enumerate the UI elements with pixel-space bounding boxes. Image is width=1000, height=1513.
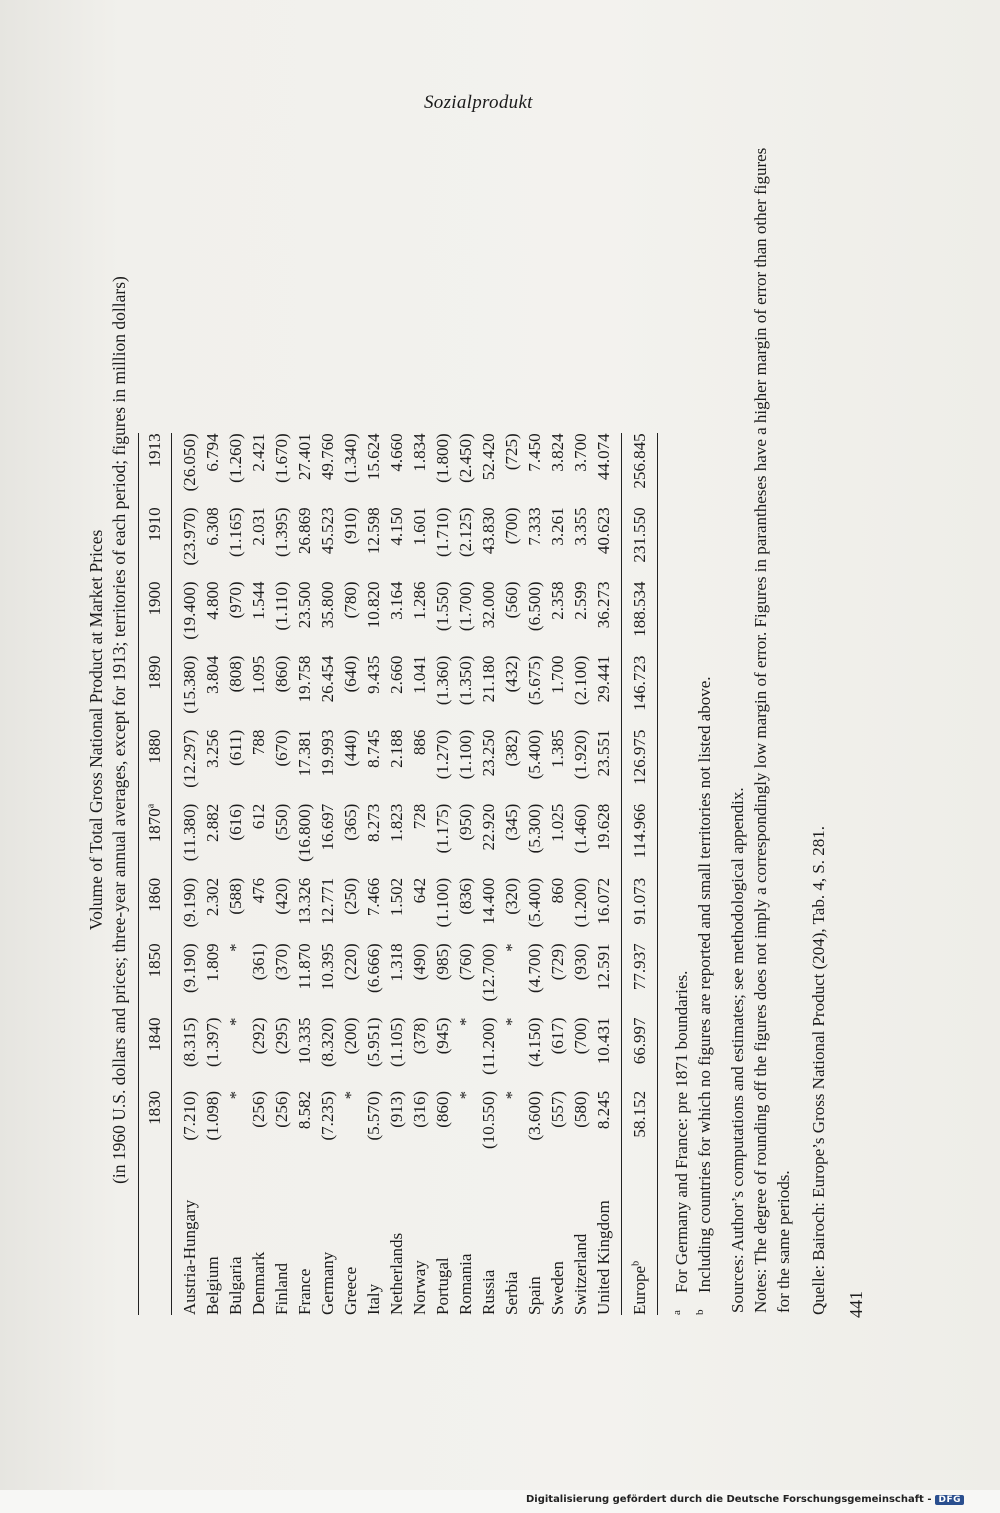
value-cell: (760) [456, 943, 475, 981]
value-cell: (1.110) [272, 581, 291, 631]
value-cell: (370) [272, 943, 291, 981]
value-cell: 12.591 [594, 943, 613, 991]
dfg-logo: DFG [935, 1495, 964, 1505]
value-cell: (588) [226, 877, 245, 915]
value-cell: 1.823 [387, 803, 406, 842]
value-cell: (1.105) [387, 1017, 406, 1068]
total-cell: 91.073 [630, 877, 649, 925]
table-row [385, 433, 408, 1315]
country-header [139, 1165, 172, 1315]
value-cell: (5.570) [364, 1090, 383, 1141]
value-cell: 3.824 [548, 433, 567, 472]
value-cell: (2.125) [456, 507, 475, 557]
value-cell: (256) [272, 1090, 291, 1128]
table-row [316, 433, 339, 1315]
value-cell: * [456, 1090, 475, 1100]
table-row [546, 433, 569, 1315]
value-cell: (16.800) [295, 803, 314, 862]
value-cell: (930) [571, 943, 590, 981]
value-cell: 1.544 [249, 581, 268, 620]
value-cell: (382) [502, 729, 521, 767]
value-cell: 16.072 [594, 877, 613, 925]
value-cell: (26.050) [180, 433, 199, 492]
value-cell: 8.582 [295, 1090, 314, 1130]
table-row [500, 433, 523, 1315]
value-cell: (12.297) [180, 729, 199, 788]
value-cell: (1.920) [571, 729, 590, 780]
value-cell: (910) [341, 507, 360, 545]
value-cell: (1.360) [433, 655, 452, 706]
value-cell: (320) [502, 877, 521, 915]
value-cell: 2.358 [548, 581, 567, 620]
value-cell: (345) [502, 803, 521, 841]
value-cell: 12.771 [318, 877, 337, 925]
country-cell: Spain [525, 1276, 544, 1315]
country-cell: Belgium [203, 1256, 222, 1315]
value-cell: (420) [272, 877, 291, 915]
footnote-text: Including countries for which no figures are reported and small territories not listed above. [695, 676, 714, 1293]
table-header-row [139, 433, 172, 1315]
value-cell: * [502, 943, 521, 952]
value-cell: 1.095 [249, 655, 268, 694]
value-cell: (729) [548, 943, 567, 981]
value-cell: (670) [272, 729, 291, 767]
total-cell: 256.845 [630, 433, 649, 489]
value-cell: 11.870 [295, 943, 314, 990]
value-cell: 788 [249, 729, 268, 756]
dfg-footer-text: Digitalisierung gefördert durch die Deutsche Forschungsgemeinschaft - [525, 1494, 932, 1505]
value-cell: 22.920 [479, 803, 498, 851]
value-cell: (780) [341, 581, 360, 619]
footnote-text: For Germany and France: pre 1871 boundaries. [672, 970, 691, 1293]
value-cell: (6.666) [364, 943, 383, 993]
value-cell: (5.400) [525, 877, 544, 928]
table-row [247, 433, 270, 1315]
value-cell: (945) [433, 1017, 452, 1055]
country-cell: Denmark [249, 1251, 268, 1315]
value-cell: 23.250 [479, 729, 498, 777]
value-cell: (1.350) [456, 655, 475, 706]
value-cell: 1.318 [387, 943, 406, 982]
value-cell: 8.245 [594, 1090, 613, 1130]
value-cell: 642 [410, 877, 429, 904]
value-cell: 4.150 [387, 507, 406, 546]
value-cell: 8.273 [364, 803, 383, 842]
value-cell: (23.970) [180, 507, 199, 566]
table-row [293, 433, 316, 1315]
value-cell: (550) [272, 803, 291, 841]
value-cell: (1.175) [433, 803, 452, 854]
value-cell: 15.624 [364, 433, 383, 481]
table-subtitle: (in 1960 U.S. dollars and prices; three-year annual averages, except for 1913; territories of each period; figures in million dollars) [109, 276, 129, 1184]
value-cell: (292) [249, 1017, 268, 1055]
value-cell: (15.380) [180, 655, 199, 714]
value-cell: 3.261 [548, 507, 567, 546]
notes-paragraph: Notes: The degree of rounding off the figures does not imply a correspondingly low margin of error. Figures in parantheses have a higher margin of error than other figures for the same periods. [751, 147, 793, 1313]
footnote [693, 145, 716, 1315]
table-row [592, 433, 622, 1315]
value-cell: 16.697 [318, 803, 337, 851]
value-cell: (836) [456, 877, 475, 915]
value-cell: (560) [502, 581, 521, 619]
year-header: 1913 [145, 433, 164, 468]
table-total-row [622, 433, 658, 1315]
value-cell: 1.041 [410, 655, 429, 694]
dfg-footer [526, 1494, 964, 1505]
country-cell: Greece [341, 1266, 360, 1315]
value-cell: (1.165) [226, 507, 245, 557]
value-cell: (5.400) [525, 729, 544, 780]
value-cell: (9.190) [180, 877, 199, 928]
table-row [270, 433, 293, 1315]
value-cell: (5.300) [525, 803, 544, 854]
page-number: 441 [846, 1291, 866, 1318]
value-cell: (970) [226, 581, 245, 619]
value-cell: 6.794 [203, 433, 222, 472]
value-cell: (1.800) [433, 433, 452, 483]
value-cell: 19.628 [594, 803, 613, 851]
country-cell: Finland [272, 1263, 291, 1315]
total-cell: 58.152 [630, 1090, 649, 1138]
value-cell: (1.270) [433, 729, 452, 780]
value-cell: (1.395) [272, 507, 291, 557]
value-cell: 2.302 [203, 877, 222, 917]
value-cell: 4.660 [387, 433, 406, 472]
value-cell: 3.164 [387, 581, 406, 620]
table-row [172, 433, 202, 1315]
country-cell: United Kingdom [594, 1200, 613, 1315]
year-header: 1900 [145, 581, 164, 616]
table-row [362, 433, 385, 1315]
value-cell: * [341, 1090, 360, 1100]
value-cell: (7.235) [318, 1090, 337, 1141]
value-cell: 14.400 [479, 877, 498, 925]
country-cell: France [295, 1268, 314, 1315]
value-cell: 1.809 [203, 943, 222, 982]
country-cell: Russia [479, 1269, 498, 1315]
table-row [477, 433, 500, 1315]
value-cell: (2.100) [571, 655, 590, 706]
value-cell: (11.200) [479, 1017, 498, 1075]
country-cell: Austria-Hungary [180, 1199, 199, 1315]
total-cell: 66.997 [630, 1017, 649, 1065]
year-header-1870 [139, 804, 172, 878]
country-cell: Switzerland [571, 1233, 590, 1315]
rotated-table-block [85, 145, 905, 1315]
value-cell: 10.395 [318, 943, 337, 991]
value-cell: 35.800 [318, 581, 337, 629]
value-cell: (860) [433, 1090, 452, 1128]
value-cell: 10.335 [295, 1017, 314, 1065]
total-label [622, 1165, 658, 1315]
value-cell: 6.308 [203, 507, 222, 546]
country-cell: Romania [456, 1253, 475, 1315]
value-cell: 10.431 [594, 1017, 613, 1065]
year-header: 1890 [145, 655, 164, 690]
value-cell: (200) [341, 1017, 360, 1055]
value-cell: (1.700) [456, 581, 475, 632]
value-cell: 2.599 [571, 581, 590, 620]
value-cell: 886 [410, 729, 429, 756]
value-cell: (4.150) [525, 1017, 544, 1068]
value-cell: 3.700 [571, 433, 590, 472]
value-cell: (7.210) [180, 1090, 199, 1141]
table-row [339, 433, 362, 1315]
country-cell: Serbia [502, 1271, 521, 1315]
value-cell: (950) [456, 803, 475, 841]
value-cell: (256) [249, 1090, 268, 1128]
footnote-marker: a [671, 1310, 683, 1315]
country-cell: Norway [410, 1260, 429, 1315]
value-cell: 1.385 [548, 729, 567, 768]
total-country: Europe [630, 1265, 649, 1315]
year-header: 1910 [145, 507, 164, 542]
table-row [454, 433, 477, 1315]
value-cell: (2.450) [456, 433, 475, 483]
value-cell: (12.700) [479, 943, 498, 1002]
value-cell: 3.256 [203, 729, 222, 768]
value-cell: * [502, 1017, 521, 1026]
value-cell: 2.882 [203, 803, 222, 842]
total-cell: 188.534 [630, 581, 649, 637]
table-row [408, 433, 431, 1315]
sources-note: Sources: Author’s computations and estimates; see methodological appendix. [728, 787, 747, 1313]
value-cell: 860 [548, 877, 567, 904]
value-cell: 27.401 [295, 433, 314, 481]
total-cell: 114.966 [630, 803, 649, 859]
value-cell: 9.435 [364, 655, 383, 694]
value-cell: 2.660 [387, 655, 406, 694]
table-row [224, 433, 247, 1315]
value-cell: (1.670) [272, 433, 291, 483]
value-cell: (11.380) [180, 803, 199, 862]
value-cell: (8.315) [180, 1017, 199, 1068]
value-cell: 13.326 [295, 877, 314, 925]
value-cell: (860) [272, 655, 291, 693]
value-cell: 476 [249, 877, 268, 904]
total-cell: 77.937 [630, 943, 649, 991]
value-cell: (490) [410, 943, 429, 981]
value-cell: (6.500) [525, 581, 544, 632]
value-cell: 19.758 [295, 655, 314, 703]
value-cell: 1.700 [548, 655, 567, 694]
value-cell: 52.420 [479, 433, 498, 481]
value-cell: 19.993 [318, 729, 337, 777]
year-header: 1860 [145, 877, 164, 912]
value-cell: (985) [433, 943, 452, 981]
value-cell: 612 [249, 803, 268, 830]
country-cell: Portugal [433, 1257, 452, 1315]
value-cell: 3.804 [203, 655, 222, 694]
value-cell: (440) [341, 729, 360, 767]
value-cell: 44.074 [594, 433, 613, 481]
value-cell: 2.188 [387, 729, 406, 768]
total-cell: 146.723 [630, 655, 649, 711]
year-header: 1830 [145, 1090, 164, 1125]
value-cell: (19.400) [180, 581, 199, 640]
value-cell: (220) [341, 943, 360, 981]
value-cell: 3.355 [571, 507, 590, 546]
total-cell: 126.975 [630, 729, 649, 785]
value-cell: 23.500 [295, 581, 314, 629]
footnotes [670, 145, 716, 1315]
gnp-table [138, 433, 658, 1315]
value-cell: 43.830 [479, 507, 498, 555]
year-header: 1880 [145, 729, 164, 764]
value-cell: * [226, 1017, 245, 1026]
table-row [569, 433, 592, 1315]
value-cell: (10.550) [479, 1090, 498, 1149]
value-cell: (580) [571, 1090, 590, 1128]
value-cell: (9.190) [180, 943, 199, 993]
value-cell: 7.333 [525, 507, 544, 546]
value-cell: * [226, 943, 245, 952]
value-cell: (1.710) [433, 507, 452, 557]
value-cell: (378) [410, 1017, 429, 1055]
value-cell: 26.869 [295, 507, 314, 555]
country-cell: Italy [364, 1283, 383, 1315]
value-cell: 2.031 [249, 507, 268, 546]
value-cell: (557) [548, 1090, 567, 1128]
value-cell: 1.834 [410, 433, 429, 472]
value-cell: 1.025 [548, 803, 567, 842]
value-cell: 4.800 [203, 581, 222, 620]
value-cell: (700) [502, 507, 521, 545]
value-cell: 29.441 [594, 655, 613, 703]
total-cell: 231.550 [630, 507, 649, 563]
value-cell: (617) [548, 1017, 567, 1055]
value-cell: (4.700) [525, 943, 544, 993]
year-header: 1850 [145, 943, 164, 978]
value-cell: 32.000 [479, 581, 498, 629]
value-cell: (611) [226, 729, 245, 766]
country-cell: Netherlands [387, 1232, 406, 1315]
value-cell: (616) [226, 803, 245, 841]
value-cell: 36.273 [594, 581, 613, 629]
table-row [431, 433, 454, 1315]
value-cell: (640) [341, 655, 360, 693]
value-cell: (808) [226, 655, 245, 693]
country-cell: Germany [318, 1251, 337, 1315]
value-cell: 8.745 [364, 729, 383, 768]
value-cell: (700) [571, 1017, 590, 1055]
table-body [172, 433, 622, 1315]
value-cell: 1.502 [387, 877, 406, 917]
value-cell: (432) [502, 655, 521, 693]
value-cell: * [226, 1090, 245, 1100]
value-cell: 1.286 [410, 581, 429, 620]
value-cell: 17.381 [295, 729, 314, 777]
footnote-marker: a [145, 803, 157, 809]
value-cell: 728 [410, 803, 429, 830]
value-cell: (8.320) [318, 1017, 337, 1068]
year-label: 1870 [145, 808, 164, 843]
value-cell: (1.460) [571, 803, 590, 854]
table-title: Volume of Total Gross National Product at Market Prices [86, 529, 106, 931]
value-cell: (1.397) [203, 1017, 222, 1068]
country-cell: Bulgaria [226, 1256, 245, 1315]
table-row [201, 433, 224, 1315]
value-cell: * [456, 1017, 475, 1026]
value-cell: 26.454 [318, 655, 337, 703]
value-cell: 49.760 [318, 433, 337, 481]
value-cell: (250) [341, 877, 360, 915]
value-cell: 23.551 [594, 729, 613, 777]
value-cell: (316) [410, 1090, 429, 1128]
running-header: Sozialprodukt [424, 92, 533, 113]
value-cell: (361) [249, 943, 268, 981]
value-cell: (913) [387, 1090, 406, 1128]
value-cell: 40.623 [594, 507, 613, 555]
footnote-marker: b [694, 1309, 706, 1315]
year-header: 1840 [145, 1017, 164, 1052]
value-cell: (1.260) [226, 433, 245, 483]
value-cell: 2.421 [249, 433, 268, 472]
value-cell: 7.466 [364, 877, 383, 917]
country-cell: Sweden [548, 1261, 567, 1315]
footnote-marker: b [630, 1260, 642, 1266]
value-cell: 21.180 [479, 655, 498, 703]
value-cell: (3.600) [525, 1090, 544, 1141]
value-cell: (365) [341, 803, 360, 841]
value-cell: 1.601 [410, 507, 429, 546]
table-row [523, 433, 546, 1315]
value-cell: 45.523 [318, 507, 337, 555]
value-cell: (5.951) [364, 1017, 383, 1068]
value-cell: (5.675) [525, 655, 544, 706]
value-cell: (1.100) [433, 877, 452, 928]
value-cell: (295) [272, 1017, 291, 1055]
value-cell: 10.820 [364, 581, 383, 629]
value-cell: * [502, 1090, 521, 1100]
value-cell: (725) [502, 433, 521, 471]
value-cell: (1.100) [456, 729, 475, 780]
value-cell: (1.340) [341, 433, 360, 483]
value-cell: (1.550) [433, 581, 452, 632]
value-cell: (1.200) [571, 877, 590, 928]
footnote [670, 145, 693, 1315]
value-cell: 12.598 [364, 507, 383, 555]
value-cell: 7.450 [525, 433, 544, 472]
value-cell: (1.098) [203, 1090, 222, 1141]
quelle-citation: Quelle: Bairoch: Europe’s Gross National Product (204), Tab. 4, S. 281. [809, 825, 828, 1315]
